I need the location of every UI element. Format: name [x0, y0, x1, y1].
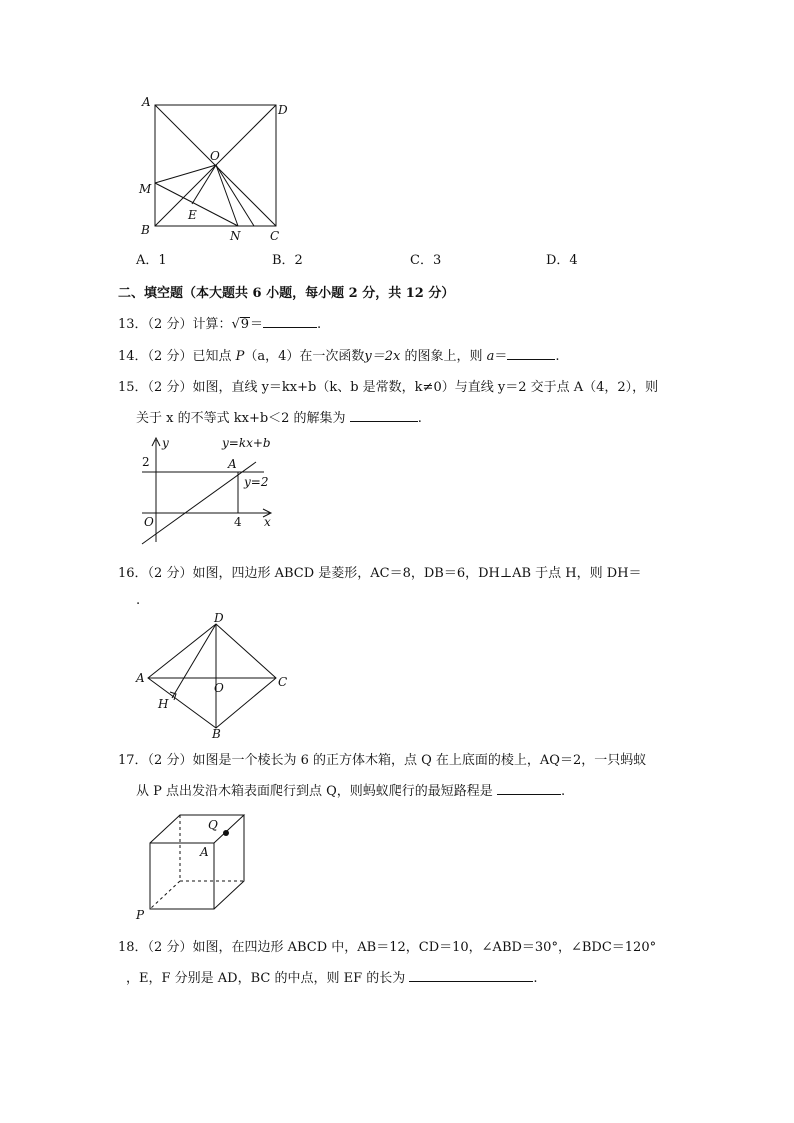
q14-point: P — [235, 349, 245, 364]
q18-answer-blank[interactable] — [409, 968, 533, 982]
q14-equals: ＝ — [494, 349, 508, 364]
question-17-line2 — [136, 780, 565, 799]
q14-end: . — [555, 349, 560, 364]
q14-func: y＝2x — [364, 349, 401, 364]
segment-dh — [172, 624, 216, 698]
label-b: B — [212, 727, 221, 740]
q18-end: . — [533, 971, 538, 986]
label-q: Q — [208, 818, 218, 832]
label-d: D — [214, 612, 224, 625]
label-a: A — [136, 671, 145, 685]
q15-line2-text: 关于 x 的不等式 kx+b＜2 的解集为 — [136, 411, 350, 426]
label-4: 4 — [234, 515, 242, 529]
q17-figure — [130, 805, 260, 925]
label-e: E — [188, 208, 197, 222]
q17-line2-text: 从 P 点出发沿木箱表面爬行到点 Q，则蚂蚁爬行的最短路程是 — [136, 784, 497, 799]
label-origin: O — [144, 515, 154, 529]
question-18-line1: 18．（2 分）如图，在四边形 ABCD 中，AB＝12，CD＝10，∠ABD＝30°，∠BDC＝120° — [118, 940, 657, 955]
label-point-a: A — [228, 457, 237, 471]
label-d: D — [278, 103, 288, 117]
line-kx-plus-b — [142, 462, 256, 544]
q15-figure — [130, 430, 290, 550]
q17-answer-blank[interactable] — [497, 781, 561, 795]
q14-prefix: 14．（2 分）已知点 — [118, 349, 236, 364]
question-17-line1: 17．（2 分）如图是一个棱长为 6 的正方体木箱，点 Q 在上底面的棱上，AQ＝2，一只蚂蚁 — [118, 753, 647, 768]
question-15-line1: 15．（2 分）如图，直线 y＝kx+b（k、b 是常数，k≠0）与直线 y＝2 交于点 A（4，2），则 — [118, 380, 659, 395]
rhombus-abcd — [148, 624, 276, 728]
label-c: C — [278, 675, 288, 689]
q14-mid: 在一次函数 — [299, 349, 365, 364]
question-15-line2 — [136, 407, 422, 426]
label-2: 2 — [142, 455, 150, 469]
q13-radicand: 9 — [240, 317, 250, 332]
cube-hidden-edges — [150, 815, 244, 909]
sqrt-icon: √ — [231, 317, 240, 332]
question-16-line2: . — [136, 593, 141, 608]
q13-equals: ＝ — [250, 317, 264, 332]
question-13 — [118, 313, 321, 332]
q14-tail: 的图象上，则 — [400, 349, 487, 364]
label-p: P — [136, 908, 145, 922]
label-a: A — [142, 95, 151, 109]
label-c: C — [270, 229, 280, 243]
label-n: N — [230, 229, 241, 243]
label-h: H — [158, 697, 169, 711]
q16-figure — [130, 612, 300, 740]
q14-coord: （a，4） — [244, 349, 300, 364]
q13-answer-blank[interactable] — [263, 314, 317, 328]
label-a: A — [200, 845, 209, 859]
label-m: M — [139, 182, 152, 196]
q13-text: 13．（2 分）计算： — [118, 317, 232, 332]
label-line-equation: y=kx+b — [222, 436, 271, 450]
label-o: O — [210, 149, 220, 163]
option-a[interactable]: A．1 — [136, 253, 167, 268]
q15-answer-blank[interactable] — [350, 408, 418, 422]
option-c[interactable]: C．3 — [410, 253, 442, 268]
label-b: B — [141, 223, 150, 237]
cube-top-face — [150, 815, 244, 843]
option-d[interactable]: D．4 — [546, 253, 578, 268]
q14-var: a — [486, 349, 495, 364]
question-16-line1: 16．（2 分）如图，四边形 ABCD 是菱形，AC＝8，DB＝6，DH⊥AB 于点 H，则 DH＝ — [118, 566, 642, 581]
label-y: y — [162, 436, 169, 450]
q14-answer-blank[interactable] — [507, 346, 555, 360]
label-y-equals-2: y=2 — [244, 475, 269, 489]
q15-end: . — [417, 411, 422, 426]
q13-end: . — [317, 317, 322, 332]
question-14 — [118, 345, 560, 364]
q12-figure — [130, 92, 300, 248]
q17-end: . — [560, 784, 566, 799]
question-18-line2 — [126, 967, 538, 986]
section-2-title: 二、填空题（本大题共 6 小题，每小题 2 分，共 12 分） — [118, 286, 455, 301]
label-x: x — [264, 515, 271, 529]
q18-line2-text: ，E，F 分别是 AD，BC 的中点，则 EF 的长为 — [126, 971, 410, 986]
label-o: O — [214, 681, 224, 695]
option-b[interactable]: B．2 — [272, 253, 303, 268]
point-q-icon — [223, 830, 229, 836]
